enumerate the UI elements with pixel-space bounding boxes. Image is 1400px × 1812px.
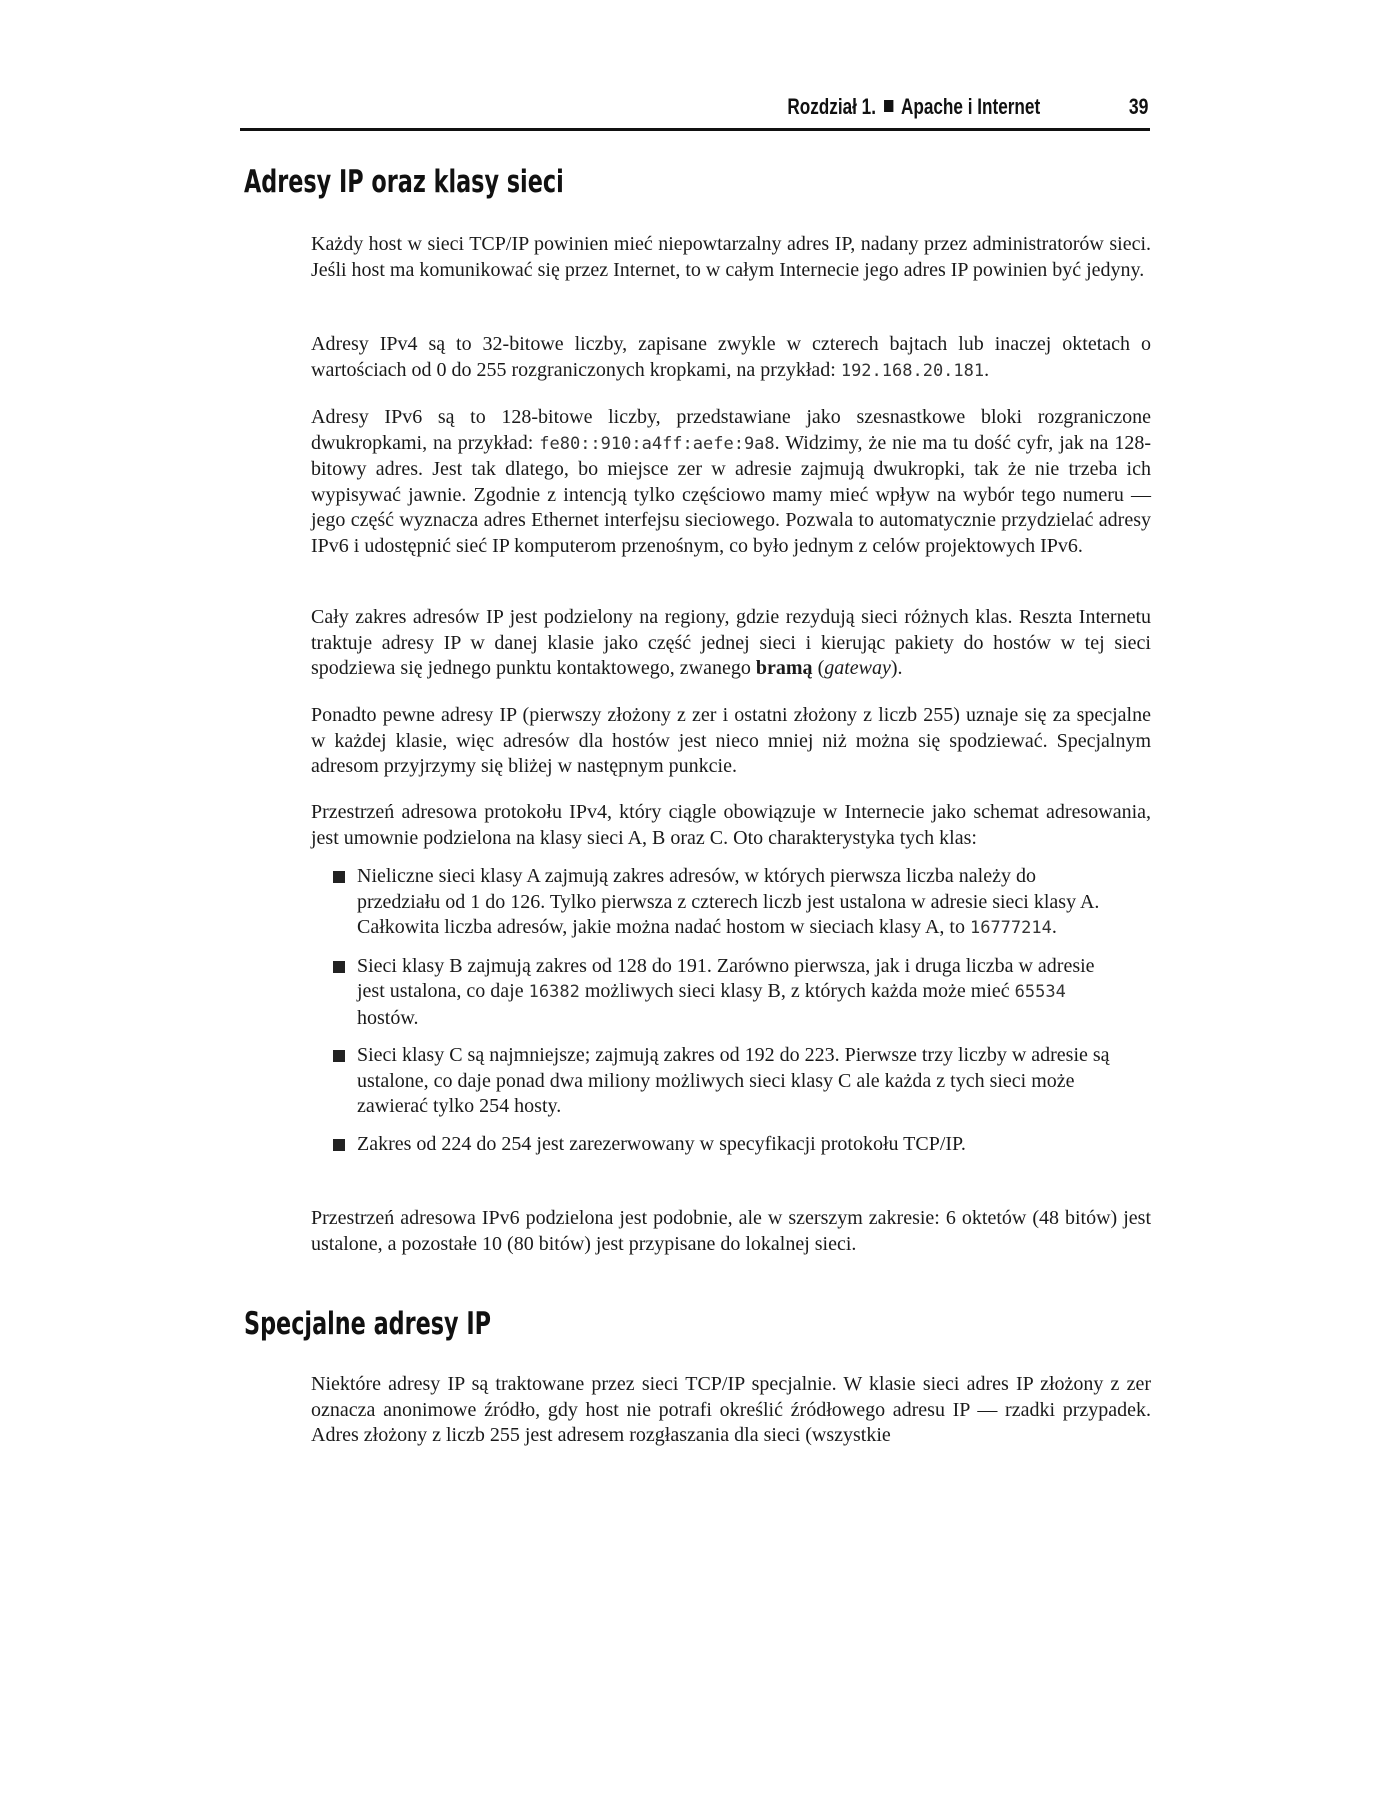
list-item-reserved-range — [333, 1132, 1123, 1158]
class-c-text: Sieci klasy C są najmniejsze; zajmują zakres od 192 do 223. Pierwsze trzy liczby w adresie są ustalone, co daje ponad dwa miliony możliwych sieci klasy C ale każda z tych sieci może zawierać tylko 254 hosty. — [357, 1044, 1110, 1117]
class-a-count-code: 16777214 — [969, 918, 1052, 938]
gateway-text: Cały zakres adresów IP jest podzielony na regiony, gdzie rezydują sieci różnych klas. Reszta Internetu traktuje adresy IP w danej klasie jako część jednej sieci i kierując pakiety do hostów w tej sieci spodziewa się jednego punktu kontaktowego, zwanego — [311, 606, 1151, 679]
section-heading-ip-addresses: Adresy IP oraz klasy sieci — [244, 164, 564, 200]
class-b-networks-code: 16382 — [528, 982, 580, 1002]
paragraph-ipv4-classes: Przestrzeń adresowa protokołu IPv4, który ciągle obowiązuje w Internecie jako schemat adresowania, jest umownie podzielona na klasy sieci A, B oraz C. Oto charakterystyka tych klas: — [311, 801, 1151, 849]
ipv6-text: Adresy IPv6 są to 128-bitowe liczby, przedstawiane jako szesnastkowe bloki rozgraniczone dwukropkami, na przykład: — [311, 406, 1151, 454]
network-classes-list — [333, 864, 1123, 1169]
ipv6-text-end: . Widzimy, że nie ma tu dość cyfr, jak na 128-bitowy adres. Jest tak dlatego, bo miejsce zer w adresie zajmują dwukropki, tak że nie trzeba ich wypisywać jawnie. Zgodnie z intencją tylko częściowo mamy mieć wpływ na wybór tego numeru — jego część wyznacza adres Ethernet interfejsu sieciowego. Pozwala to automatycznie przydzielać adresy IPv6 i udostępnić sieć IP komputerom przenośnym, co było jednym z celów projektowych IPv6. — [311, 431, 1151, 557]
square-bullet-icon — [333, 961, 345, 973]
gateway-term: bramą — [755, 657, 813, 679]
class-b-hosts-code: 65534 — [1014, 982, 1066, 1002]
ipv4-example-code: 192.168.20.181 — [840, 360, 985, 381]
class-b-text: Sieci klasy B zajmują zakres od 128 do 191. Zarówno pierwsza, jak i druga liczba w adresie jest ustalona, co daje — [357, 954, 1095, 1002]
chapter-title: Apache i Internet — [900, 94, 1040, 119]
paragraph-ipv6-space: Przestrzeń adresowa IPv6 podzielona jest podobnie, ale w szerszym zakresie: 6 oktetów (48 bitów) jest ustalone, a pozostałe 10 (80 bitów) jest przypisane do lokalnej sieci. — [311, 1207, 1151, 1255]
chapter-number: Rozdział 1. — [787, 94, 876, 119]
ipv4-text: Adresy IPv4 są to 32-bitowe liczby, zapisane zwykle w czterech bajtach lub inaczej oktetach o wartościach od 0 do 255 rozgraniczonych kropkami, na przykład: — [311, 333, 1151, 381]
running-header — [240, 92, 1150, 131]
square-bullet-icon — [333, 1139, 345, 1151]
ipv6-example-code: fe80::910:a4ff:aefe:9a8 — [539, 433, 775, 454]
paragraph-gateway — [311, 605, 1151, 682]
class-b-text-mid: możliwych sieci klasy B, z których każda może mieć — [579, 980, 1015, 1002]
chapter-label — [787, 94, 1040, 120]
gateway-term-english: gateway — [824, 657, 891, 679]
list-item-class-b — [333, 954, 1123, 1032]
list-item-class-c — [333, 1043, 1123, 1120]
class-a-text: Nieliczne sieci klasy A zajmują zakres adresów, w których pierwsza liczba należy do przedziału od 1 do 126. Tylko pierwsza z czterech liczb jest ustalona w adresie sieci klasy A. Całkowita liczba adresów, jakie można nadać hostom w sieciach klasy A, to — [357, 865, 1100, 938]
paragraph-special-addresses: Ponadto pewne adresy IP (pierwszy złożony z zer i ostatni złożony z liczb 255) uznaje się za specjalne w każdej klasie, więc adresów dla hostów jest nieco mniej niż można się spodziewać. Specjalnym adresom przyjrzymy się bliżej w następnym punkcie. — [311, 704, 1151, 777]
ipv4-text-end: . — [984, 358, 990, 381]
square-bullet-icon — [333, 1050, 345, 1062]
list-item-class-a — [333, 864, 1123, 942]
square-bullet-icon — [884, 100, 893, 112]
class-a-text-end: . — [1051, 916, 1057, 938]
section-heading-special-ip: Specjalne adresy IP — [244, 1306, 492, 1342]
paragraph-ipv4 — [311, 332, 1151, 384]
gateway-paren-open: ( — [812, 657, 825, 679]
paragraph-ipv6 — [311, 405, 1151, 559]
reserved-range-text: Zakres od 224 do 254 jest zarezerwowany w specyfikacji protokołu TCP/IP. — [357, 1132, 966, 1155]
class-b-text-end: hostów. — [357, 1006, 419, 1029]
gateway-paren-close: ). — [890, 657, 903, 679]
square-bullet-icon — [333, 871, 345, 883]
page-number: 39 — [1128, 94, 1148, 119]
paragraph-unique-ip: Każdy host w sieci TCP/IP powinien mieć niepowtarzalny adres IP, nadany przez administratorów sieci. Jeśli host ma komunikować się przez Internet, to w całym Internecie jego adres IP powinien być jedyny. — [311, 233, 1151, 281]
paragraph-special-ip: Niektóre adresy IP są traktowane przez sieci TCP/IP specjalnie. W klasie sieci adres IP złożony z zer oznacza anonimowe źródło, gdy host nie potrafi określić źródłowego adresu IP — rzadki przypadek. Adres złożony z liczb 255 jest adresem rozgłaszania dla sieci (wszystkie — [311, 1373, 1151, 1446]
